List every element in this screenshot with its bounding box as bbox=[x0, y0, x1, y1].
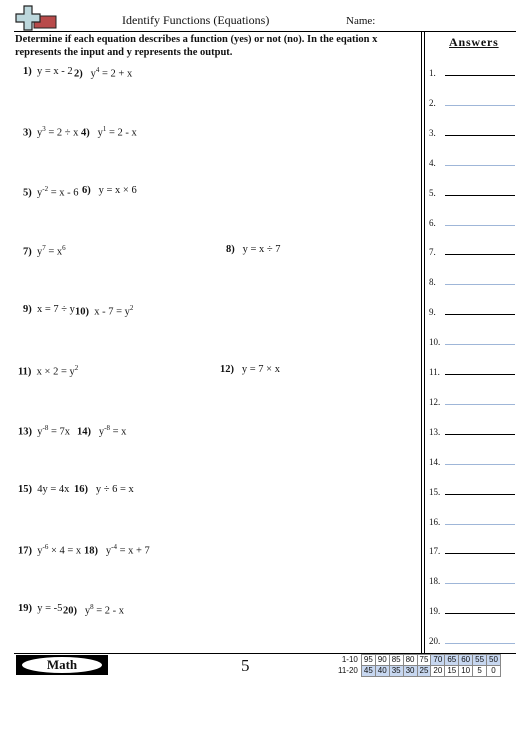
subject-label: Math bbox=[22, 657, 102, 673]
header-rule bbox=[14, 31, 516, 32]
answer-number: 4. bbox=[429, 157, 436, 168]
answer-row bbox=[429, 632, 517, 646]
question-6: 6) y = x × 6 bbox=[82, 185, 137, 196]
answer-row bbox=[429, 333, 517, 347]
answer-blank[interactable] bbox=[445, 75, 515, 76]
answer-blank[interactable] bbox=[445, 583, 515, 584]
answer-row bbox=[429, 273, 517, 287]
answer-row bbox=[429, 154, 517, 168]
answer-blank[interactable] bbox=[445, 225, 515, 226]
score-cell: 45 bbox=[361, 666, 375, 677]
score-cell: 30 bbox=[403, 666, 417, 677]
score-cell: 55 bbox=[473, 655, 487, 666]
answer-blank[interactable] bbox=[445, 524, 515, 525]
question-17: 17) $y^{-6} \times 4 = x$ bbox=[18, 543, 82, 557]
answer-number: 1. bbox=[429, 68, 436, 78]
score-row bbox=[336, 655, 500, 666]
question-5: 5) $y^{-2} = x - 6$ bbox=[23, 185, 79, 199]
score-cell: 25 bbox=[417, 666, 431, 677]
question-10: 10) $x - 7 = y^2$ bbox=[75, 304, 134, 318]
answer-blank[interactable] bbox=[445, 613, 515, 614]
answer-blank[interactable] bbox=[445, 284, 515, 285]
question-9: 9) x = 7 ÷ y bbox=[23, 304, 75, 315]
question-14: 14) $y^{-8} = x$ bbox=[77, 424, 127, 438]
answer-number: 12. bbox=[429, 396, 441, 407]
answer-row bbox=[429, 513, 517, 527]
score-cell: 0 bbox=[487, 666, 501, 677]
answer-row bbox=[429, 542, 517, 556]
answer-row bbox=[429, 483, 517, 497]
worksheet-title: Identify Functions (Equations) bbox=[122, 13, 270, 27]
answer-number: 8. bbox=[429, 277, 436, 288]
answer-blank[interactable] bbox=[445, 374, 515, 375]
answer-number: 2. bbox=[429, 97, 436, 108]
question-16: 16) y ÷ 6 = x bbox=[74, 484, 134, 495]
answer-blank[interactable] bbox=[445, 404, 515, 405]
plus-logo-icon bbox=[14, 4, 60, 34]
score-row bbox=[336, 666, 500, 677]
answers-heading: Answers bbox=[449, 35, 499, 49]
answer-number: 3. bbox=[429, 127, 436, 138]
question-19: 19) y = -5 bbox=[18, 603, 63, 614]
answer-number: 16. bbox=[429, 516, 441, 527]
answer-row bbox=[429, 214, 517, 228]
answer-number: 20. bbox=[429, 636, 441, 647]
score-row-label: 11-20 bbox=[338, 666, 358, 675]
answer-number: 9. bbox=[429, 307, 436, 318]
answer-row bbox=[429, 124, 517, 138]
score-cell: 60 bbox=[459, 655, 473, 666]
answer-number: 14. bbox=[429, 456, 441, 467]
answer-row bbox=[429, 94, 517, 108]
answer-blank[interactable] bbox=[445, 195, 515, 196]
answer-blank[interactable] bbox=[445, 434, 515, 435]
answer-number: 17. bbox=[429, 546, 441, 557]
answer-blank[interactable] bbox=[445, 553, 515, 554]
score-cell: 15 bbox=[445, 666, 459, 677]
answer-number: 7. bbox=[429, 247, 436, 258]
answer-row bbox=[429, 64, 517, 78]
question-20: 20) $y^8 = 2 - x$ bbox=[63, 603, 125, 617]
score-cell: 5 bbox=[473, 666, 487, 677]
answer-number: 5. bbox=[429, 187, 436, 198]
score-cell: 50 bbox=[487, 655, 501, 666]
answer-number: 11. bbox=[429, 367, 440, 377]
score-cell: 40 bbox=[375, 666, 389, 677]
answers-divider bbox=[421, 31, 425, 653]
page-number: 5 bbox=[241, 656, 250, 675]
question-1: 1) y = x - 2 bbox=[23, 66, 73, 77]
question-15: 15) 4y = 4x bbox=[18, 484, 70, 495]
answer-blank[interactable] bbox=[445, 643, 515, 644]
answer-number: 6. bbox=[429, 217, 436, 228]
score-table bbox=[336, 654, 501, 677]
instructions: Determine if each equation describes a function (yes) or not (no). In the eqation x represents the input and y represents the output. bbox=[15, 34, 378, 58]
answer-blank[interactable] bbox=[445, 464, 515, 465]
score-cell: 65 bbox=[445, 655, 459, 666]
answer-blank[interactable] bbox=[445, 494, 515, 495]
score-cell: 75 bbox=[417, 655, 431, 666]
question-13: 13) $y^{-8} = 7x$ bbox=[18, 424, 71, 438]
answer-number: 19. bbox=[429, 606, 441, 617]
score-cell: 95 bbox=[361, 655, 375, 666]
score-cell: 85 bbox=[389, 655, 403, 666]
answer-row bbox=[429, 453, 517, 467]
answer-row bbox=[429, 393, 517, 407]
answer-number: 18. bbox=[429, 576, 441, 587]
name-label: Name: bbox=[346, 15, 376, 27]
question-2: 2) $y^4 = 2 + x$ bbox=[74, 66, 133, 80]
answer-blank[interactable] bbox=[445, 254, 515, 255]
answer-number: 15. bbox=[429, 486, 441, 497]
question-7: 7) $y^7 = x^6$ bbox=[23, 244, 66, 258]
answer-row bbox=[429, 243, 517, 257]
answer-blank[interactable] bbox=[445, 344, 515, 345]
score-cell: 70 bbox=[431, 655, 445, 666]
score-row-label: 1-10 bbox=[341, 655, 358, 664]
score-cell: 90 bbox=[375, 655, 389, 666]
answer-blank[interactable] bbox=[445, 135, 515, 136]
answer-row bbox=[429, 423, 517, 437]
question-12: 12) y = 7 × x bbox=[220, 364, 280, 375]
question-4: 4) $y^1 = 2 - x$ bbox=[81, 125, 137, 139]
answer-row bbox=[429, 363, 517, 377]
answer-row bbox=[429, 602, 517, 616]
score-cell: 80 bbox=[403, 655, 417, 666]
answer-row bbox=[429, 303, 517, 317]
score-cell: 10 bbox=[459, 666, 473, 677]
answer-blank[interactable] bbox=[445, 165, 515, 166]
answer-number: 10. bbox=[429, 337, 441, 348]
subject-badge bbox=[16, 655, 108, 675]
answer-row bbox=[429, 572, 517, 586]
score-cell: 35 bbox=[389, 666, 403, 677]
question-18: 18) $y^{-4} = x + 7$ bbox=[84, 543, 150, 557]
question-8: 8) y = x ÷ 7 bbox=[226, 244, 281, 255]
answer-blank[interactable] bbox=[445, 314, 515, 315]
answer-number: 13. bbox=[429, 426, 441, 437]
answer-row bbox=[429, 184, 517, 198]
score-cell: 20 bbox=[431, 666, 445, 677]
answer-blank[interactable] bbox=[445, 105, 515, 106]
question-3: 3) $y^3 = 2 \div x$ bbox=[23, 125, 79, 139]
question-11: 11) $x \times 2 = y^2$ bbox=[18, 364, 79, 378]
